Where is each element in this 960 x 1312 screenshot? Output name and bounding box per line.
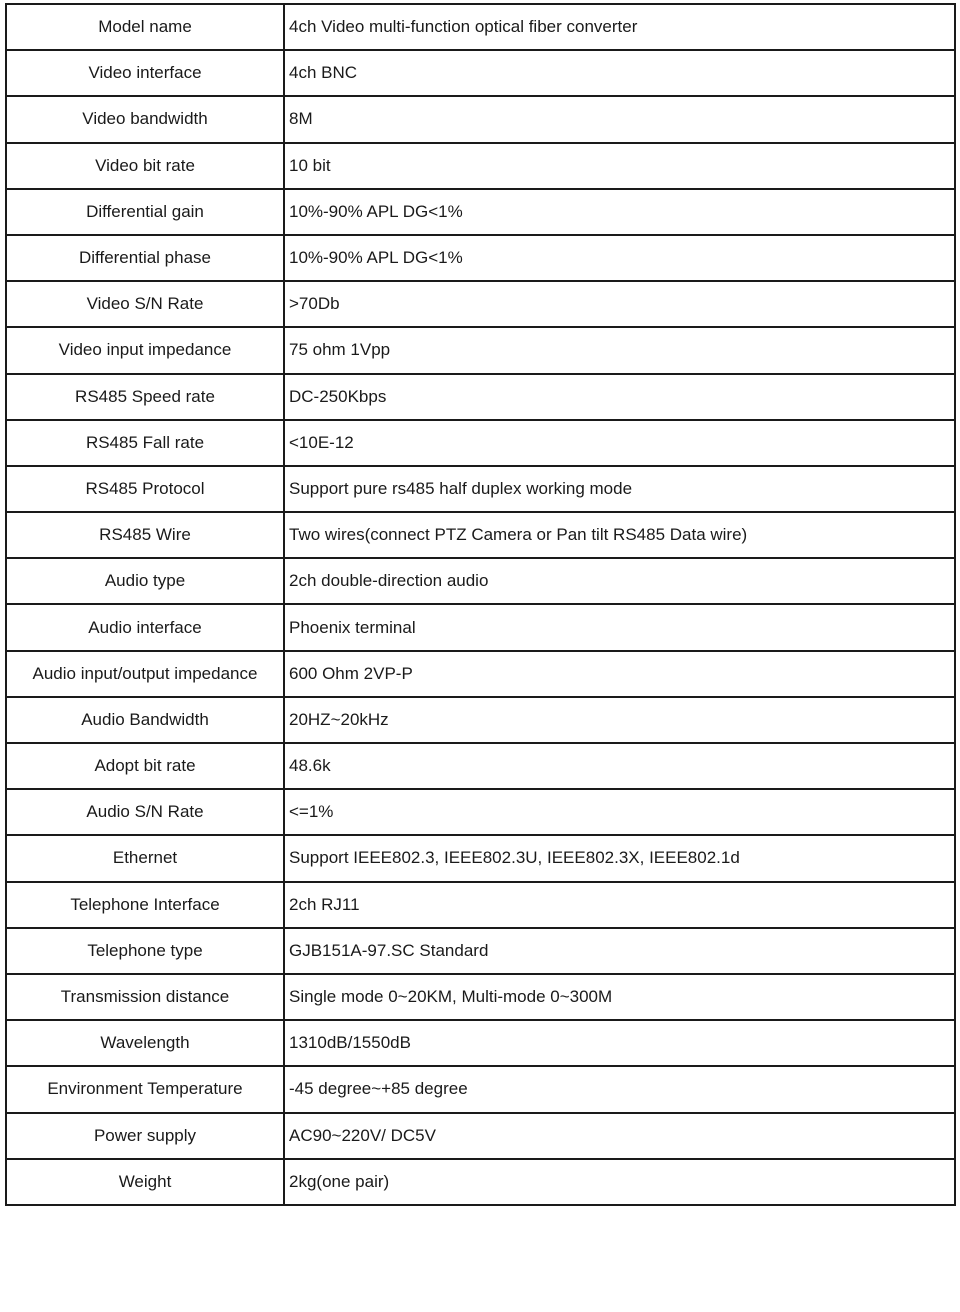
table-row (6, 1020, 955, 1066)
spec-value: Two wires(connect PTZ Camera or Pan tilt RS485 Data wire) (284, 512, 955, 558)
table-row (6, 466, 955, 512)
table-row (6, 743, 955, 789)
spec-value: 20HZ~20kHz (284, 697, 955, 743)
table-row (6, 512, 955, 558)
spec-label: Telephone type (6, 928, 284, 974)
table-row (6, 835, 955, 881)
spec-value: 2ch double-direction audio (284, 558, 955, 604)
spec-label: Weight (6, 1159, 284, 1205)
table-row (6, 4, 955, 50)
table-row (6, 50, 955, 96)
spec-label: Transmission distance (6, 974, 284, 1020)
spec-value: 8M (284, 96, 955, 142)
table-row (6, 558, 955, 604)
spec-value: 2ch RJ11 (284, 882, 955, 928)
spec-label: Audio S/N Rate (6, 789, 284, 835)
spec-label: Audio Bandwidth (6, 697, 284, 743)
spec-label: RS485 Wire (6, 512, 284, 558)
spec-value: Phoenix terminal (284, 604, 955, 650)
table-row (6, 96, 955, 142)
spec-label: Environment Temperature (6, 1066, 284, 1112)
table-row (6, 281, 955, 327)
spec-table-body (6, 4, 955, 1205)
table-row (6, 327, 955, 373)
spec-label: Video bandwidth (6, 96, 284, 142)
spec-value: -45 degree~+85 degree (284, 1066, 955, 1112)
table-row (6, 697, 955, 743)
spec-label: Adopt bit rate (6, 743, 284, 789)
spec-label: RS485 Fall rate (6, 420, 284, 466)
table-row (6, 789, 955, 835)
spec-label: RS485 Speed rate (6, 374, 284, 420)
table-row (6, 1113, 955, 1159)
spec-value: 10%-90% APL DG<1% (284, 189, 955, 235)
spec-label: Wavelength (6, 1020, 284, 1066)
table-row (6, 1159, 955, 1205)
spec-value: 2kg(one pair) (284, 1159, 955, 1205)
spec-value: <10E-12 (284, 420, 955, 466)
spec-value: 10%-90% APL DG<1% (284, 235, 955, 281)
spec-value: 48.6k (284, 743, 955, 789)
spec-value: Support IEEE802.3, IEEE802.3U, IEEE802.3X, IEEE802.1d (284, 835, 955, 881)
spec-label: Ethernet (6, 835, 284, 881)
spec-value: DC-250Kbps (284, 374, 955, 420)
table-row (6, 420, 955, 466)
spec-value: 4ch Video multi-function optical fiber converter (284, 4, 955, 50)
table-row (6, 974, 955, 1020)
table-row (6, 882, 955, 928)
spec-value: AC90~220V/ DC5V (284, 1113, 955, 1159)
spec-label: Video bit rate (6, 143, 284, 189)
spec-label: Audio input/output impedance (6, 651, 284, 697)
table-row (6, 928, 955, 974)
spec-label: Differential phase (6, 235, 284, 281)
spec-label: Audio interface (6, 604, 284, 650)
spec-table (5, 3, 956, 1206)
spec-label: Video S/N Rate (6, 281, 284, 327)
table-row (6, 235, 955, 281)
spec-value: 600 Ohm 2VP-P (284, 651, 955, 697)
spec-label: Differential gain (6, 189, 284, 235)
spec-label: Video input impedance (6, 327, 284, 373)
spec-label: Video interface (6, 50, 284, 96)
spec-value: 10 bit (284, 143, 955, 189)
spec-label: Power supply (6, 1113, 284, 1159)
spec-value: Support pure rs485 half duplex working mode (284, 466, 955, 512)
spec-value: 1310dB/1550dB (284, 1020, 955, 1066)
table-row (6, 604, 955, 650)
spec-value: >70Db (284, 281, 955, 327)
spec-value: Single mode 0~20KM, Multi-mode 0~300M (284, 974, 955, 1020)
table-row (6, 189, 955, 235)
spec-label: Audio type (6, 558, 284, 604)
spec-label: Telephone Interface (6, 882, 284, 928)
table-row (6, 374, 955, 420)
table-row (6, 1066, 955, 1112)
spec-value: GJB151A-97.SC Standard (284, 928, 955, 974)
spec-label: RS485 Protocol (6, 466, 284, 512)
spec-value: 4ch BNC (284, 50, 955, 96)
spec-label: Model name (6, 4, 284, 50)
table-row (6, 651, 955, 697)
spec-value: 75 ohm 1Vpp (284, 327, 955, 373)
spec-value: <=1% (284, 789, 955, 835)
table-row (6, 143, 955, 189)
